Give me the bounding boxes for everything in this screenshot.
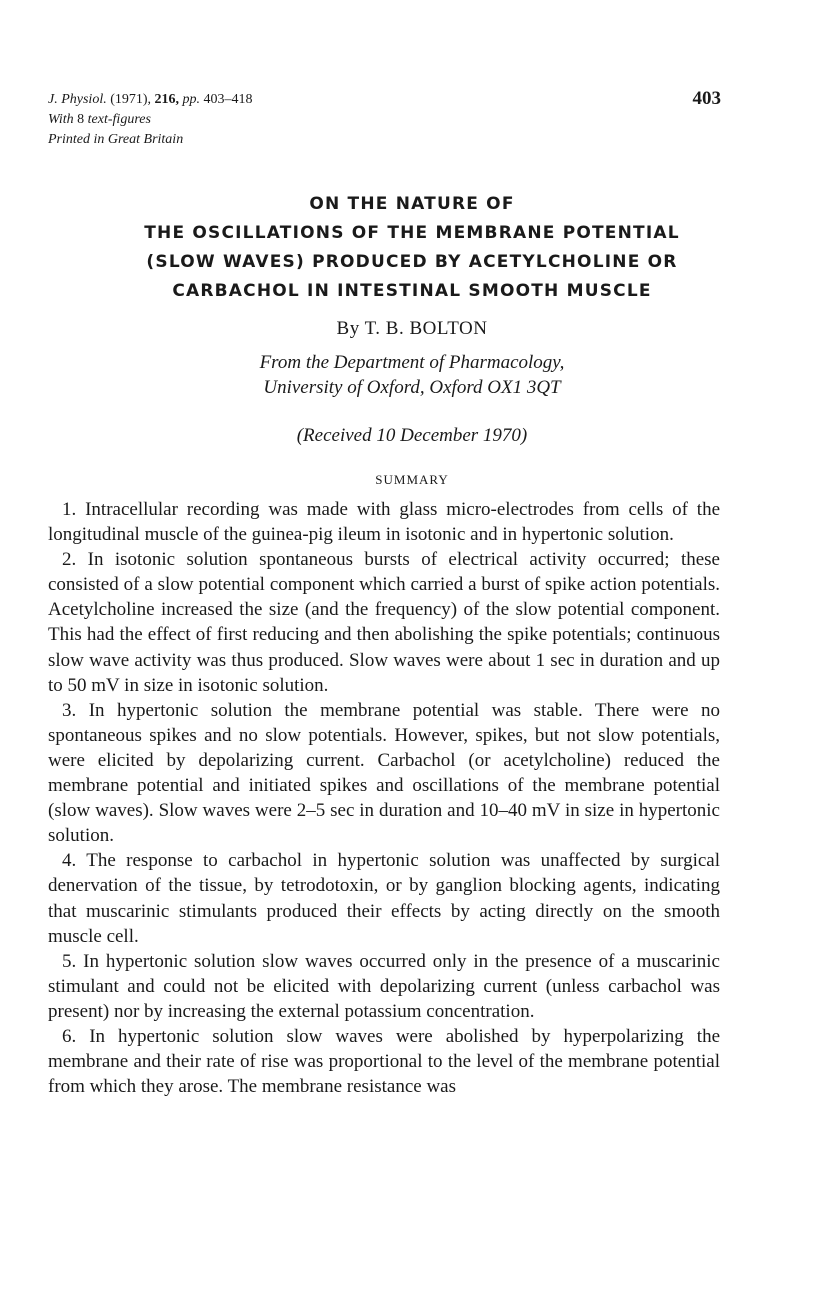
received-date: (Received 10 December 1970): [296, 425, 528, 446]
journal-year: (1971),: [110, 92, 152, 107]
summary-paragraph: 6. In hypertonic solution slow waves were abolished by hyperpolarizing the membrane and their rate of rise was proportional to the level of the membrane potential from which they arose. The membrane resistance was: [48, 1025, 720, 1098]
figures-count: 8: [77, 112, 85, 127]
title-line: (SLOW WAVES) PRODUCED BY ACETYLCHOLINE OR: [146, 252, 678, 272]
figures-label: text-figures: [87, 112, 151, 127]
title-line: THE OSCILLATIONS OF THE MEMBRANE POTENTIAL: [144, 223, 680, 243]
journal-volume: 216,: [154, 92, 180, 107]
figures-prefix: With: [48, 112, 74, 127]
summary-paragraph: 2. In isotonic solution spontaneous bursts of electrical activity occurred; these consisted of a slow potential component which carried a burst of spike action potentials. Acetylcholine increased the size (and the frequency) of the slow potential component. This had the effect of first reducing and then abolishing the spike potentials; continuous slow wave activity was thus produced. Slow waves were about 1 sec in duration and up to 50 mV in size in isotonic solution.: [48, 549, 720, 696]
citation-line: [48, 90, 253, 110]
figures-line: [48, 110, 253, 130]
pages-abbrev: pp.: [182, 92, 201, 107]
journal-name: J. Physiol.: [48, 92, 107, 107]
summary-paragraph: 4. The response to carbachol in hypertonic solution was unaffected by surgical denervation of the tissue, by tetrodotoxin, or by ganglion blocking agents, indicating that muscarinic stimulants produced their effects by acting directly on the smooth muscle cell.: [48, 850, 720, 947]
summary-paragraph: 5. In hypertonic solution slow waves occurred only in the presence of a muscarinic stimulant and could not be elicited with depolarizing current (unless carbachol was present) nor by increasing the external potassium concentration.: [48, 950, 720, 1022]
page-number: 403: [692, 88, 721, 109]
affiliation-line: University of Oxford, Oxford OX1 3QT: [263, 377, 561, 398]
journal-pages: 403–418: [203, 92, 253, 107]
summary-heading: SUMMARY: [375, 472, 449, 487]
affiliation-line: From the Department of Pharmacology,: [259, 352, 565, 373]
citation-block: [48, 90, 253, 150]
title-line: CARBACHOL IN INTESTINAL SMOOTH MUSCLE: [172, 281, 652, 301]
summary-paragraph: 3. In hypertonic solution the membrane potential was stable. There were no spontaneous spikes and no slow potentials. However, spikes, but not slow potentials, were elicited by depolarizing current. Carbachol (or acetylcholine) reduced the membrane potential and initiated spikes and oscillations of the membrane potential (slow waves). Slow waves were 2–5 sec in duration and 10–40 mV in size in hypertonic solution.: [48, 699, 720, 847]
summary-body: [48, 497, 720, 1099]
title-line: ON THE NATURE OF: [309, 194, 515, 214]
printed-line: Printed in Great Britain: [48, 132, 184, 147]
article-title: [40, 190, 784, 306]
affiliation: [40, 350, 784, 400]
summary-paragraph: 1. Intracellular recording was made with glass micro-electrodes from cells of the longitudinal muscle of the guinea-pig ileum in isotonic and in hypertonic solution.: [48, 499, 720, 546]
author-line: By T. B. BOLTON: [336, 318, 488, 339]
